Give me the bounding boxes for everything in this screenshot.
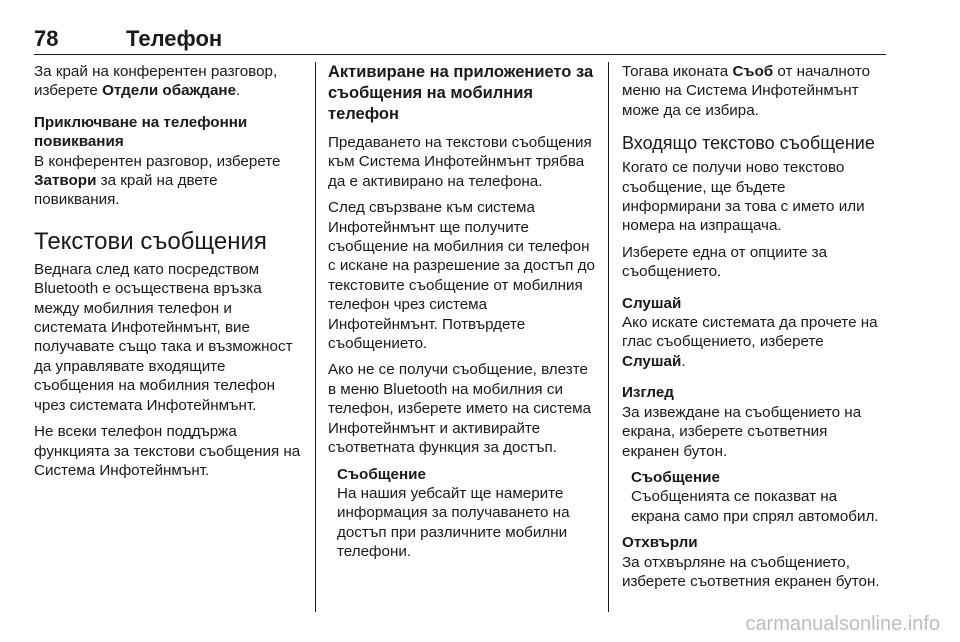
paragraph: Когато се получи ново текстово съобщение, ще бъдете информирани за това с името или номера на изпращача. (622, 159, 865, 235)
ui-term: Съоб (732, 63, 774, 80)
paragraph: Веднага след като посредством Bluetooth е осъществена връзка между мобилния телефон и системата Инфотейнмънт, вие получавате също така и възможност да управлявате входящите съобщения на мобилния телефон чрез системата Инфотейнмънт. (34, 260, 293, 414)
column-divider (608, 62, 609, 612)
note-title: Съобщение (337, 465, 426, 483)
paragraph: Не всеки телефон поддържа функцията за текстови съобщения на Система Инфотейнмънт. (34, 423, 301, 479)
paragraph: След свързване към система Инфотейнмънт ще получите съобщение на мобилния си телефон с искане на разрешение за достъп до текстовите съобщение от мобилния телефон чрез система Инфотейнмънт. Потвърдете съобщението. (328, 199, 595, 353)
column-1 (34, 62, 306, 487)
note-box (328, 465, 596, 562)
note-box (622, 468, 888, 526)
page-number: 78 (34, 26, 59, 51)
column-divider (315, 62, 316, 612)
section-heading: Приключване на телефонни повиквания (34, 113, 248, 151)
subsection-heading: Слушай (622, 294, 682, 312)
chapter-title: Телефон (126, 26, 223, 51)
paragraph: За край на конферентен разговор, изберете Отдели обаждане. (34, 63, 278, 100)
column-3 (622, 62, 888, 598)
chapter-heading: Текстови съобщения (34, 227, 267, 255)
paragraph: Ако искате системата да прочете на глас съобщението, изберете Слушай. (622, 314, 878, 370)
note-text: На нашия уебсайт ще намерите информация за получаването на достъп при различните мобилни телефони. (337, 484, 570, 561)
note-title: Съобщение (631, 468, 720, 486)
paragraph: Предаването на текстови съобщения към Система Инфотейнмънт трябва да е активирано на телефона. (328, 134, 592, 190)
page-header (34, 26, 886, 55)
paragraph: В конферентен разговор, изберете Затвори за край на двете повиквания. (34, 152, 281, 209)
section-heading: Входящо текстово съобщение (622, 133, 875, 154)
subsection-heading: Изглед (622, 384, 674, 402)
paragraph: Изберете една от опциите за съобщението. (622, 243, 828, 281)
paragraph: За извеждане на съобщението на екрана, изберете съответния екранен бутон. (622, 403, 862, 460)
subsection-heading: Отхвърли (622, 534, 698, 552)
paragraph: За отхвърляне на съобщението, изберете съответния екранен бутон. (622, 553, 880, 590)
note-text: Съобщенията се показват на екрана само при спрял автомобил. (631, 488, 879, 525)
column-2 (328, 62, 596, 569)
section-heading: Активиране на приложението за съобщения на мобилния телефон (328, 63, 594, 123)
ui-term: Слушай (622, 352, 682, 370)
ui-term: Затвори (34, 172, 97, 190)
paragraph: Ако не се получи съобщение, влезте в меню Bluetooth на мобилния си телефон, изберете името на система Инфотейнмънт и активирайте съответната функция за достъп. (328, 361, 592, 457)
paragraph: Тогава иконата Съоб от началното меню на Система Инфотейнмънт може да се избира. (622, 63, 871, 119)
ui-term: Отдели обаждане (102, 82, 237, 100)
watermark: carmanualsonline.info (745, 613, 940, 635)
